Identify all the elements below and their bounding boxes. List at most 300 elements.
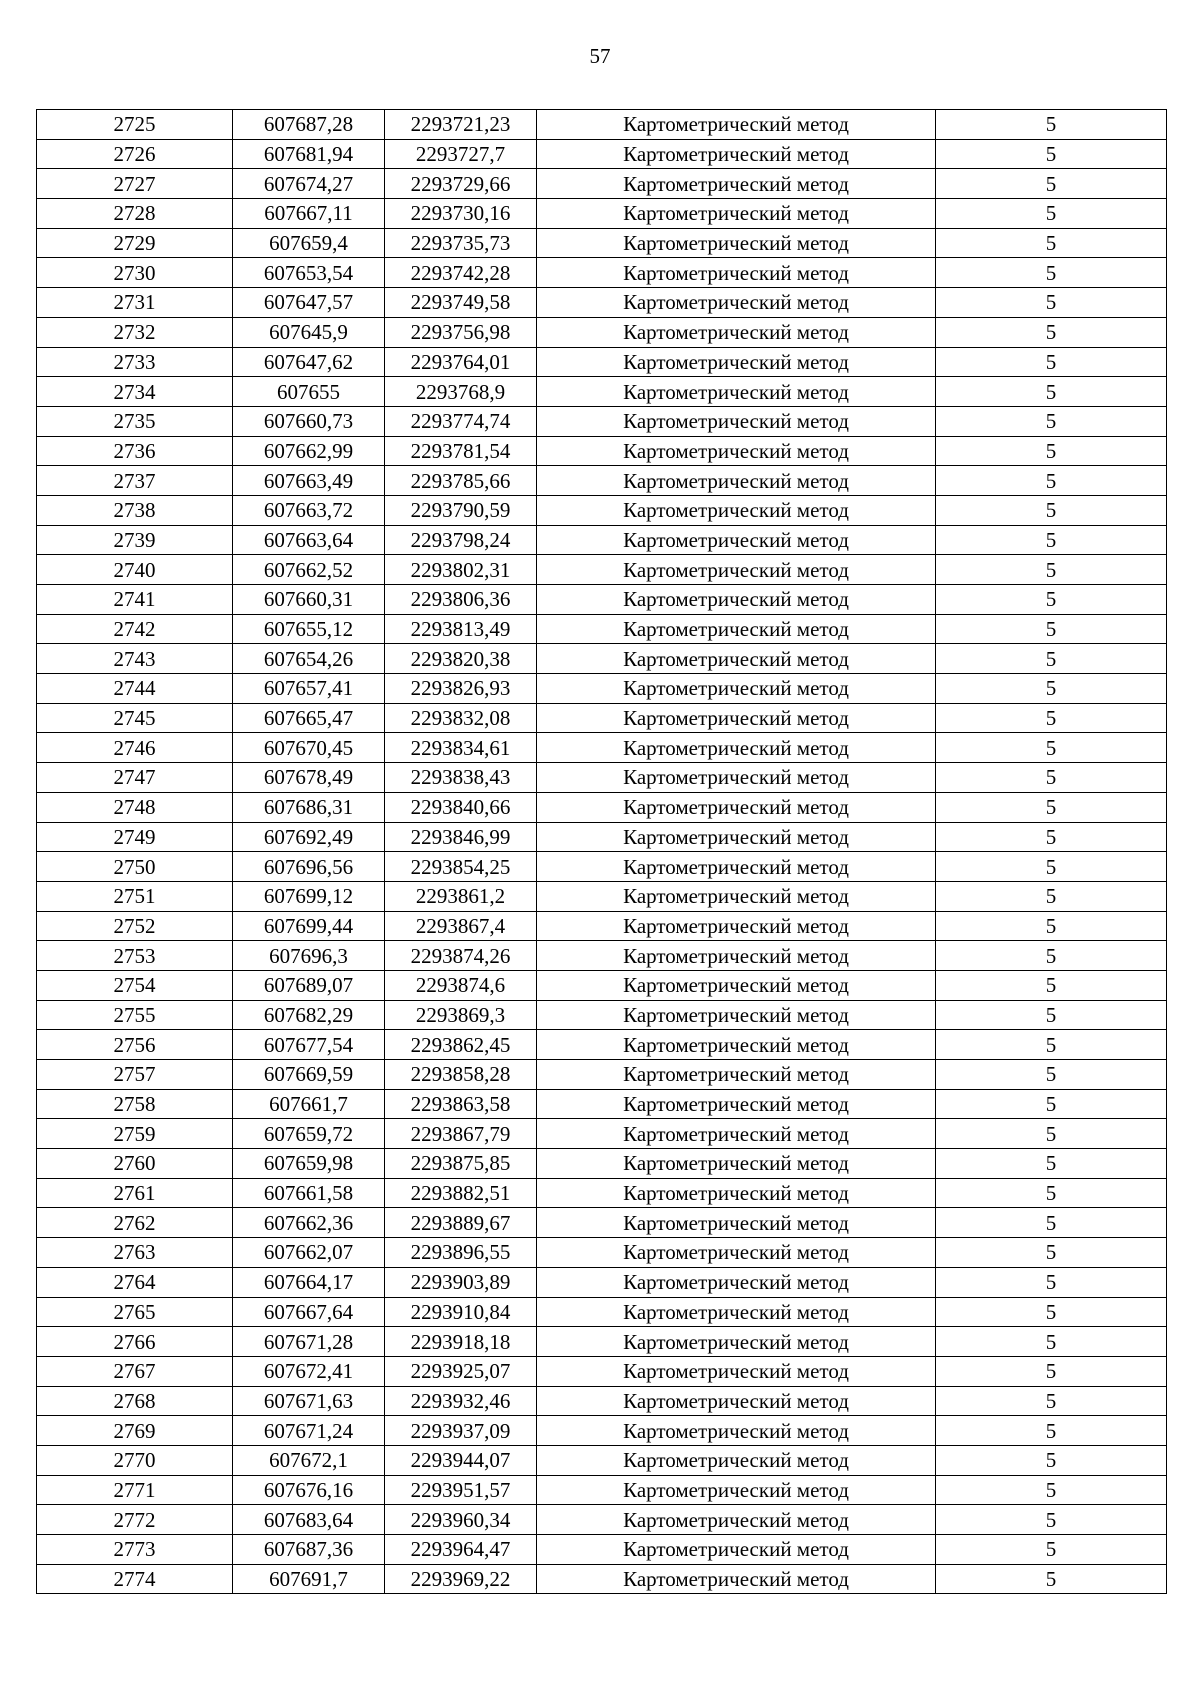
y-coordinate-cell: 2293867,79 bbox=[385, 1119, 537, 1149]
table-row bbox=[37, 1416, 1167, 1446]
y-coordinate-cell: 2293874,26 bbox=[385, 941, 537, 971]
point-number-cell: 2737 bbox=[37, 466, 233, 496]
method-cell: Картометрический метод bbox=[537, 644, 936, 674]
point-number-cell: 2762 bbox=[37, 1208, 233, 1238]
y-coordinate-cell: 2293798,24 bbox=[385, 525, 537, 555]
point-number-cell: 2739 bbox=[37, 525, 233, 555]
point-number-cell: 2740 bbox=[37, 555, 233, 585]
page-number: 57 bbox=[589, 44, 611, 68]
x-coordinate-cell: 607687,36 bbox=[233, 1535, 385, 1565]
x-coordinate-cell: 607686,31 bbox=[233, 792, 385, 822]
method-cell: Картометрический метод bbox=[537, 258, 936, 288]
table-row bbox=[37, 763, 1167, 793]
y-coordinate-cell: 2293832,08 bbox=[385, 703, 537, 733]
accuracy-cell: 5 bbox=[936, 228, 1167, 258]
method-cell: Картометрический метод bbox=[537, 228, 936, 258]
accuracy-cell: 5 bbox=[936, 1386, 1167, 1416]
x-coordinate-cell: 607659,4 bbox=[233, 228, 385, 258]
point-number-cell: 2735 bbox=[37, 406, 233, 436]
point-number-cell: 2742 bbox=[37, 614, 233, 644]
method-cell: Картометрический метод bbox=[537, 763, 936, 793]
method-cell: Картометрический метод bbox=[537, 169, 936, 199]
table-row bbox=[37, 1356, 1167, 1386]
accuracy-cell: 5 bbox=[936, 110, 1167, 140]
y-coordinate-cell: 2293964,47 bbox=[385, 1535, 537, 1565]
accuracy-cell: 5 bbox=[936, 199, 1167, 229]
method-cell: Картометрический метод bbox=[537, 1445, 936, 1475]
accuracy-cell: 5 bbox=[936, 258, 1167, 288]
y-coordinate-cell: 2293721,23 bbox=[385, 110, 537, 140]
table-row bbox=[37, 792, 1167, 822]
accuracy-cell: 5 bbox=[936, 1030, 1167, 1060]
y-coordinate-cell: 2293781,54 bbox=[385, 436, 537, 466]
point-number-cell: 2727 bbox=[37, 169, 233, 199]
accuracy-cell: 5 bbox=[936, 1416, 1167, 1446]
table-row bbox=[37, 703, 1167, 733]
x-coordinate-cell: 607667,11 bbox=[233, 199, 385, 229]
method-cell: Картометрический метод bbox=[537, 1089, 936, 1119]
y-coordinate-cell: 2293730,16 bbox=[385, 199, 537, 229]
accuracy-cell: 5 bbox=[936, 169, 1167, 199]
y-coordinate-cell: 2293749,58 bbox=[385, 288, 537, 318]
table-row bbox=[37, 822, 1167, 852]
table-row bbox=[37, 1178, 1167, 1208]
y-coordinate-cell: 2293862,45 bbox=[385, 1030, 537, 1060]
accuracy-cell: 5 bbox=[936, 1356, 1167, 1386]
point-number-cell: 2758 bbox=[37, 1089, 233, 1119]
y-coordinate-cell: 2293889,67 bbox=[385, 1208, 537, 1238]
point-number-cell: 2774 bbox=[37, 1564, 233, 1594]
accuracy-cell: 5 bbox=[936, 1238, 1167, 1268]
x-coordinate-cell: 607665,47 bbox=[233, 703, 385, 733]
method-cell: Картометрический метод bbox=[537, 1297, 936, 1327]
method-cell: Картометрический метод bbox=[537, 970, 936, 1000]
x-coordinate-cell: 607689,07 bbox=[233, 970, 385, 1000]
y-coordinate-cell: 2293806,36 bbox=[385, 585, 537, 615]
table-row bbox=[37, 1208, 1167, 1238]
x-coordinate-cell: 607655 bbox=[233, 377, 385, 407]
point-number-cell: 2753 bbox=[37, 941, 233, 971]
x-coordinate-cell: 607663,49 bbox=[233, 466, 385, 496]
y-coordinate-cell: 2293802,31 bbox=[385, 555, 537, 585]
point-number-cell: 2754 bbox=[37, 970, 233, 1000]
method-cell: Картометрический метод bbox=[537, 1564, 936, 1594]
method-cell: Картометрический метод bbox=[537, 881, 936, 911]
x-coordinate-cell: 607671,28 bbox=[233, 1327, 385, 1357]
accuracy-cell: 5 bbox=[936, 1445, 1167, 1475]
accuracy-cell: 5 bbox=[936, 674, 1167, 704]
accuracy-cell: 5 bbox=[936, 317, 1167, 347]
table-row bbox=[37, 1149, 1167, 1179]
accuracy-cell: 5 bbox=[936, 703, 1167, 733]
x-coordinate-cell: 607659,98 bbox=[233, 1149, 385, 1179]
accuracy-cell: 5 bbox=[936, 1505, 1167, 1535]
table-row bbox=[37, 1386, 1167, 1416]
method-cell: Картометрический метод bbox=[537, 1000, 936, 1030]
method-cell: Картометрический метод bbox=[537, 1386, 936, 1416]
point-number-cell: 2768 bbox=[37, 1386, 233, 1416]
table-row bbox=[37, 881, 1167, 911]
method-cell: Картометрический метод bbox=[537, 1267, 936, 1297]
x-coordinate-cell: 607667,64 bbox=[233, 1297, 385, 1327]
y-coordinate-cell: 2293846,99 bbox=[385, 822, 537, 852]
y-coordinate-cell: 2293869,3 bbox=[385, 1000, 537, 1030]
point-number-cell: 2732 bbox=[37, 317, 233, 347]
y-coordinate-cell: 2293764,01 bbox=[385, 347, 537, 377]
method-cell: Картометрический метод bbox=[537, 495, 936, 525]
x-coordinate-cell: 607660,73 bbox=[233, 406, 385, 436]
x-coordinate-cell: 607696,3 bbox=[233, 941, 385, 971]
x-coordinate-cell: 607696,56 bbox=[233, 852, 385, 882]
coordinates-table bbox=[36, 109, 1167, 1594]
table-row bbox=[37, 169, 1167, 199]
table-row bbox=[37, 199, 1167, 229]
method-cell: Картометрический метод bbox=[537, 139, 936, 169]
table-row bbox=[37, 555, 1167, 585]
accuracy-cell: 5 bbox=[936, 1267, 1167, 1297]
y-coordinate-cell: 2293882,51 bbox=[385, 1178, 537, 1208]
point-number-cell: 2752 bbox=[37, 911, 233, 941]
point-number-cell: 2746 bbox=[37, 733, 233, 763]
method-cell: Картометрический метод bbox=[537, 703, 936, 733]
method-cell: Картометрический метод bbox=[537, 614, 936, 644]
table-row bbox=[37, 1475, 1167, 1505]
method-cell: Картометрический метод bbox=[537, 1356, 936, 1386]
method-cell: Картометрический метод bbox=[537, 1535, 936, 1565]
x-coordinate-cell: 607674,27 bbox=[233, 169, 385, 199]
table-row bbox=[37, 852, 1167, 882]
x-coordinate-cell: 607662,52 bbox=[233, 555, 385, 585]
y-coordinate-cell: 2293932,46 bbox=[385, 1386, 537, 1416]
x-coordinate-cell: 607678,49 bbox=[233, 763, 385, 793]
point-number-cell: 2725 bbox=[37, 110, 233, 140]
method-cell: Картометрический метод bbox=[537, 347, 936, 377]
y-coordinate-cell: 2293834,61 bbox=[385, 733, 537, 763]
y-coordinate-cell: 2293813,49 bbox=[385, 614, 537, 644]
method-cell: Картометрический метод bbox=[537, 1149, 936, 1179]
y-coordinate-cell: 2293790,59 bbox=[385, 495, 537, 525]
method-cell: Картометрический метод bbox=[537, 1030, 936, 1060]
table-row bbox=[37, 288, 1167, 318]
point-number-cell: 2755 bbox=[37, 1000, 233, 1030]
method-cell: Картометрический метод bbox=[537, 733, 936, 763]
table-row bbox=[37, 585, 1167, 615]
x-coordinate-cell: 607662,07 bbox=[233, 1238, 385, 1268]
accuracy-cell: 5 bbox=[936, 911, 1167, 941]
point-number-cell: 2748 bbox=[37, 792, 233, 822]
method-cell: Картометрический метод bbox=[537, 1505, 936, 1535]
table-row bbox=[37, 110, 1167, 140]
y-coordinate-cell: 2293867,4 bbox=[385, 911, 537, 941]
x-coordinate-cell: 607699,44 bbox=[233, 911, 385, 941]
y-coordinate-cell: 2293858,28 bbox=[385, 1060, 537, 1090]
table-row bbox=[37, 644, 1167, 674]
x-coordinate-cell: 607647,57 bbox=[233, 288, 385, 318]
y-coordinate-cell: 2293910,84 bbox=[385, 1297, 537, 1327]
accuracy-cell: 5 bbox=[936, 881, 1167, 911]
table-row bbox=[37, 1267, 1167, 1297]
table-row bbox=[37, 317, 1167, 347]
point-number-cell: 2756 bbox=[37, 1030, 233, 1060]
point-number-cell: 2730 bbox=[37, 258, 233, 288]
accuracy-cell: 5 bbox=[936, 1119, 1167, 1149]
x-coordinate-cell: 607671,24 bbox=[233, 1416, 385, 1446]
point-number-cell: 2761 bbox=[37, 1178, 233, 1208]
y-coordinate-cell: 2293820,38 bbox=[385, 644, 537, 674]
accuracy-cell: 5 bbox=[936, 644, 1167, 674]
accuracy-cell: 5 bbox=[936, 1000, 1167, 1030]
table-row bbox=[37, 1000, 1167, 1030]
point-number-cell: 2751 bbox=[37, 881, 233, 911]
x-coordinate-cell: 607654,26 bbox=[233, 644, 385, 674]
x-coordinate-cell: 607663,72 bbox=[233, 495, 385, 525]
y-coordinate-cell: 2293768,9 bbox=[385, 377, 537, 407]
point-number-cell: 2771 bbox=[37, 1475, 233, 1505]
point-number-cell: 2736 bbox=[37, 436, 233, 466]
accuracy-cell: 5 bbox=[936, 555, 1167, 585]
method-cell: Картометрический метод bbox=[537, 436, 936, 466]
x-coordinate-cell: 607669,59 bbox=[233, 1060, 385, 1090]
table-row bbox=[37, 406, 1167, 436]
accuracy-cell: 5 bbox=[936, 525, 1167, 555]
x-coordinate-cell: 607647,62 bbox=[233, 347, 385, 377]
point-number-cell: 2726 bbox=[37, 139, 233, 169]
x-coordinate-cell: 607682,29 bbox=[233, 1000, 385, 1030]
y-coordinate-cell: 2293756,98 bbox=[385, 317, 537, 347]
method-cell: Картометрический метод bbox=[537, 822, 936, 852]
table-row bbox=[37, 1535, 1167, 1565]
table-row bbox=[37, 733, 1167, 763]
table-row bbox=[37, 674, 1167, 704]
method-cell: Картометрический метод bbox=[537, 555, 936, 585]
x-coordinate-cell: 607657,41 bbox=[233, 674, 385, 704]
point-number-cell: 2743 bbox=[37, 644, 233, 674]
accuracy-cell: 5 bbox=[936, 377, 1167, 407]
y-coordinate-cell: 2293742,28 bbox=[385, 258, 537, 288]
table-row bbox=[37, 525, 1167, 555]
point-number-cell: 2741 bbox=[37, 585, 233, 615]
accuracy-cell: 5 bbox=[936, 495, 1167, 525]
y-coordinate-cell: 2293735,73 bbox=[385, 228, 537, 258]
point-number-cell: 2773 bbox=[37, 1535, 233, 1565]
x-coordinate-cell: 607663,64 bbox=[233, 525, 385, 555]
table-row bbox=[37, 258, 1167, 288]
accuracy-cell: 5 bbox=[936, 406, 1167, 436]
accuracy-cell: 5 bbox=[936, 970, 1167, 1000]
method-cell: Картометрический метод bbox=[537, 1475, 936, 1505]
y-coordinate-cell: 2293727,7 bbox=[385, 139, 537, 169]
accuracy-cell: 5 bbox=[936, 139, 1167, 169]
point-number-cell: 2731 bbox=[37, 288, 233, 318]
method-cell: Картометрический метод bbox=[537, 1119, 936, 1149]
table-row bbox=[37, 1060, 1167, 1090]
point-number-cell: 2759 bbox=[37, 1119, 233, 1149]
x-coordinate-cell: 607681,94 bbox=[233, 139, 385, 169]
y-coordinate-cell: 2293969,22 bbox=[385, 1564, 537, 1594]
accuracy-cell: 5 bbox=[936, 347, 1167, 377]
accuracy-cell: 5 bbox=[936, 1149, 1167, 1179]
y-coordinate-cell: 2293875,85 bbox=[385, 1149, 537, 1179]
accuracy-cell: 5 bbox=[936, 436, 1167, 466]
y-coordinate-cell: 2293861,2 bbox=[385, 881, 537, 911]
point-number-cell: 2728 bbox=[37, 199, 233, 229]
point-number-cell: 2749 bbox=[37, 822, 233, 852]
table-row bbox=[37, 614, 1167, 644]
table-row bbox=[37, 377, 1167, 407]
x-coordinate-cell: 607659,72 bbox=[233, 1119, 385, 1149]
table-row bbox=[37, 1089, 1167, 1119]
x-coordinate-cell: 607645,9 bbox=[233, 317, 385, 347]
point-number-cell: 2772 bbox=[37, 1505, 233, 1535]
method-cell: Картометрический метод bbox=[537, 911, 936, 941]
y-coordinate-cell: 2293874,6 bbox=[385, 970, 537, 1000]
table-row bbox=[37, 1445, 1167, 1475]
accuracy-cell: 5 bbox=[936, 763, 1167, 793]
table-row bbox=[37, 1238, 1167, 1268]
method-cell: Картометрический метод bbox=[537, 674, 936, 704]
y-coordinate-cell: 2293937,09 bbox=[385, 1416, 537, 1446]
accuracy-cell: 5 bbox=[936, 1178, 1167, 1208]
table-row bbox=[37, 436, 1167, 466]
method-cell: Картометрический метод bbox=[537, 1327, 936, 1357]
x-coordinate-cell: 607655,12 bbox=[233, 614, 385, 644]
table-row bbox=[37, 347, 1167, 377]
method-cell: Картометрический метод bbox=[537, 585, 936, 615]
point-number-cell: 2767 bbox=[37, 1356, 233, 1386]
table-row bbox=[37, 466, 1167, 496]
point-number-cell: 2757 bbox=[37, 1060, 233, 1090]
accuracy-cell: 5 bbox=[936, 941, 1167, 971]
accuracy-cell: 5 bbox=[936, 466, 1167, 496]
method-cell: Картометрический метод bbox=[537, 792, 936, 822]
y-coordinate-cell: 2293944,07 bbox=[385, 1445, 537, 1475]
accuracy-cell: 5 bbox=[936, 792, 1167, 822]
accuracy-cell: 5 bbox=[936, 1535, 1167, 1565]
point-number-cell: 2765 bbox=[37, 1297, 233, 1327]
method-cell: Картометрический метод bbox=[537, 110, 936, 140]
y-coordinate-cell: 2293951,57 bbox=[385, 1475, 537, 1505]
method-cell: Картометрический метод bbox=[537, 406, 936, 436]
accuracy-cell: 5 bbox=[936, 733, 1167, 763]
x-coordinate-cell: 607670,45 bbox=[233, 733, 385, 763]
point-number-cell: 2766 bbox=[37, 1327, 233, 1357]
table-row bbox=[37, 911, 1167, 941]
x-coordinate-cell: 607699,12 bbox=[233, 881, 385, 911]
y-coordinate-cell: 2293903,89 bbox=[385, 1267, 537, 1297]
table-row bbox=[37, 1327, 1167, 1357]
x-coordinate-cell: 607687,28 bbox=[233, 110, 385, 140]
method-cell: Картометрический метод bbox=[537, 1416, 936, 1446]
table-row bbox=[37, 1297, 1167, 1327]
table-row bbox=[37, 1564, 1167, 1594]
y-coordinate-cell: 2293838,43 bbox=[385, 763, 537, 793]
point-number-cell: 2770 bbox=[37, 1445, 233, 1475]
method-cell: Картометрический метод bbox=[537, 941, 936, 971]
y-coordinate-cell: 2293826,93 bbox=[385, 674, 537, 704]
y-coordinate-cell: 2293785,66 bbox=[385, 466, 537, 496]
method-cell: Картометрический метод bbox=[537, 1178, 936, 1208]
point-number-cell: 2747 bbox=[37, 763, 233, 793]
x-coordinate-cell: 607660,31 bbox=[233, 585, 385, 615]
table-row bbox=[37, 970, 1167, 1000]
method-cell: Картометрический метод bbox=[537, 199, 936, 229]
table-row bbox=[37, 139, 1167, 169]
accuracy-cell: 5 bbox=[936, 1327, 1167, 1357]
accuracy-cell: 5 bbox=[936, 585, 1167, 615]
point-number-cell: 2744 bbox=[37, 674, 233, 704]
point-number-cell: 2729 bbox=[37, 228, 233, 258]
coordinates-table-body bbox=[37, 110, 1167, 1594]
y-coordinate-cell: 2293774,74 bbox=[385, 406, 537, 436]
method-cell: Картометрический метод bbox=[537, 852, 936, 882]
x-coordinate-cell: 607664,17 bbox=[233, 1267, 385, 1297]
x-coordinate-cell: 607662,99 bbox=[233, 436, 385, 466]
point-number-cell: 2734 bbox=[37, 377, 233, 407]
x-coordinate-cell: 607661,7 bbox=[233, 1089, 385, 1119]
method-cell: Картометрический метод bbox=[537, 466, 936, 496]
x-coordinate-cell: 607672,1 bbox=[233, 1445, 385, 1475]
y-coordinate-cell: 2293854,25 bbox=[385, 852, 537, 882]
method-cell: Картометрический метод bbox=[537, 525, 936, 555]
point-number-cell: 2738 bbox=[37, 495, 233, 525]
x-coordinate-cell: 607677,54 bbox=[233, 1030, 385, 1060]
table-row bbox=[37, 1119, 1167, 1149]
accuracy-cell: 5 bbox=[936, 614, 1167, 644]
x-coordinate-cell: 607692,49 bbox=[233, 822, 385, 852]
table-row bbox=[37, 1030, 1167, 1060]
point-number-cell: 2763 bbox=[37, 1238, 233, 1268]
x-coordinate-cell: 607672,41 bbox=[233, 1356, 385, 1386]
method-cell: Картометрический метод bbox=[537, 317, 936, 347]
y-coordinate-cell: 2293729,66 bbox=[385, 169, 537, 199]
x-coordinate-cell: 607662,36 bbox=[233, 1208, 385, 1238]
point-number-cell: 2733 bbox=[37, 347, 233, 377]
point-number-cell: 2760 bbox=[37, 1149, 233, 1179]
x-coordinate-cell: 607661,58 bbox=[233, 1178, 385, 1208]
accuracy-cell: 5 bbox=[936, 1564, 1167, 1594]
y-coordinate-cell: 2293863,58 bbox=[385, 1089, 537, 1119]
point-number-cell: 2764 bbox=[37, 1267, 233, 1297]
accuracy-cell: 5 bbox=[936, 1060, 1167, 1090]
y-coordinate-cell: 2293918,18 bbox=[385, 1327, 537, 1357]
point-number-cell: 2750 bbox=[37, 852, 233, 882]
method-cell: Картометрический метод bbox=[537, 1208, 936, 1238]
x-coordinate-cell: 607683,64 bbox=[233, 1505, 385, 1535]
method-cell: Картометрический метод bbox=[537, 1238, 936, 1268]
accuracy-cell: 5 bbox=[936, 288, 1167, 318]
accuracy-cell: 5 bbox=[936, 822, 1167, 852]
x-coordinate-cell: 607671,63 bbox=[233, 1386, 385, 1416]
table-row bbox=[37, 228, 1167, 258]
point-number-cell: 2745 bbox=[37, 703, 233, 733]
accuracy-cell: 5 bbox=[936, 1475, 1167, 1505]
accuracy-cell: 5 bbox=[936, 1208, 1167, 1238]
accuracy-cell: 5 bbox=[936, 1297, 1167, 1327]
y-coordinate-cell: 2293840,66 bbox=[385, 792, 537, 822]
y-coordinate-cell: 2293896,55 bbox=[385, 1238, 537, 1268]
x-coordinate-cell: 607676,16 bbox=[233, 1475, 385, 1505]
accuracy-cell: 5 bbox=[936, 852, 1167, 882]
x-coordinate-cell: 607691,7 bbox=[233, 1564, 385, 1594]
y-coordinate-cell: 2293960,34 bbox=[385, 1505, 537, 1535]
method-cell: Картометрический метод bbox=[537, 377, 936, 407]
table-row bbox=[37, 495, 1167, 525]
table-row bbox=[37, 1505, 1167, 1535]
table-row bbox=[37, 941, 1167, 971]
method-cell: Картометрический метод bbox=[537, 1060, 936, 1090]
point-number-cell: 2769 bbox=[37, 1416, 233, 1446]
method-cell: Картометрический метод bbox=[537, 288, 936, 318]
